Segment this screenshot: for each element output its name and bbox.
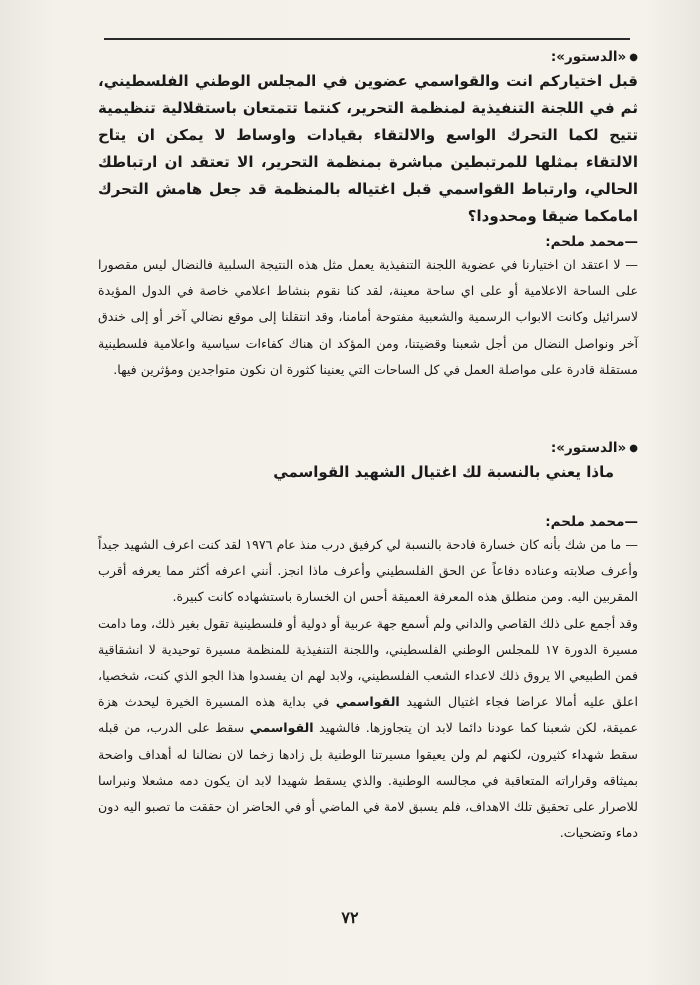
highlighted-name: القواسمي [249,720,314,736]
speaker-label: — محمد ملحم: [98,232,638,252]
interviewer-label: ● «الدستور»: [98,438,638,459]
page-number: ٧٢ [341,908,359,927]
question-text: قبل اختياركم انت والقواسمي عضوين في المجلس الوطني الفلسطيني، ثم في اللجنة التنفيذية لمنظمة التحرير، كنتما تتمتعان باستقلالية تنظيمية تتيح لكما التحرك الواسع والالتقاء بقيادات واوساط لا يمكن ان يتاح الالتقاء بمثلها للمرتبطين مباشرة بمنظمة التحرير، الا تعتقد ان ارتباطك الحالي، وارتباط القواسمي قبل اغتياله بالمنظمة قد جعل هامش التحرك امامكما ضيقا ومحدودا؟ [98,72,638,225]
question-1 [98,47,638,230]
question-text: ماذا يعني بالنسبة لك اغتيال الشهيد القواسمي [273,463,614,481]
top-rule [104,38,630,40]
answer-text-part: وقد أجمع على ذلك القاصي والداني ولم أسمع جهة عربية أو دولية أو فلسطينية تقول بغير ذلك، وما دامت مسيرة الدورة ١٧ للمجلس الوطني الفلسطيني، واللجنة التنفيذية للمنظمة مسيرة توحيدية لا انشقاقية فمن الطبيعي الا يروق ذلك لاعداء الشعب الفلسطيني، ولابد لهم ان يفسدوا هذا الجو الذي كنت، شخصيا، اعلق عليه أمالا عراضا فجاء اغتيال الشهيد [98,615,638,710]
answer-text-part: في بداية هذه المسيرة الخيرة ليحدث هزة عميقة، لكن شعبنا كما عودنا دائما لابد ان يتجاوزها. فالشهيد [98,694,638,736]
answer-paragraph: — ما من شك بأنه كان خسارة فادحة بالنسبة لي كرفيق درب منذ عام ١٩٧٦ لقد كنت اعرف الشهيد جيداً وأعرف صلابته وعناده دفاعاً عن الحق الفلسطيني وأعرف ماذا انجز. أنني اعرفه أكثر مما يعرفه أقرب المقربين اليه. ومن منطلق هذه المعرفة العميقة أحس ان الخسارة باستشهاده كانت كبيرة. [98,537,638,605]
speaker-label: — محمد ملحم: [98,512,638,532]
answer-text: — لا اعتقد ان اختيارنا في عضوية اللجنة التنفيذية يعمل مثل هذه النتيجة السلبية فالنضال ليس مقصورا على الساحة الاعلامية أو على اي ساحة معينة، لقد كنا نقوم بنشاط اعلامي خاصة في الدول المؤيدة لاسرائيل وكانت الابواب الرسمية والشعبية مفتوحة أمامنا، وقد انتقلنا إلى موقع نضالي آخر أو إلى خندق آخر ونواصل النضال من أجل شعبنا وقضيتنا، ومن المؤكد ان هناك كفاءات سياسية واعلامية فلسطينية مستقلة قادرة على مواصلة العمل في كل الساحات التي يعنينا كثورة ان نكون متواجدين ومؤثرين فيها. [98,257,638,377]
answer-2 [98,512,638,846]
answer-1 [98,232,638,383]
answer-paragraph [98,611,638,847]
interviewer-label: ● «الدستور»: [98,47,638,68]
question-2 [98,438,638,486]
highlighted-name: القواسمي [335,694,400,710]
answer-text-part: سقط على الدرب، من قبله سقط شهداء كثيرون، لكنهم لم ولن يعيقوا مسيرتنا الوطنية بل زادها زخما لان نضالنا له أهداف واضحة بميثاقه وقراراته المتعاقبة في مجالسه الوطنية. والذي يسقط شهيدا لابد ان يكون دمه مشعلا ونبراسا للاصرار على تحقيق تلك الاهداف، فلم يسبق لامة في الماضي أو في الحاضر ان حققت ما تصبو اليه دون دماء وتضحيات. [98,720,638,841]
